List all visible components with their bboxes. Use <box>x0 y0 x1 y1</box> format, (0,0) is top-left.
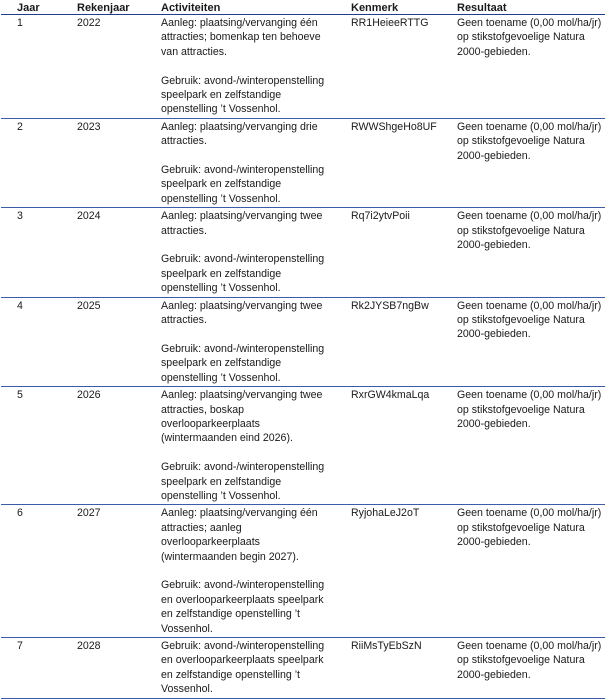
cell-rekenjaar: 2024 <box>63 208 145 297</box>
column-header-activiteiten: Activiteiten <box>145 0 335 15</box>
table-row <box>1 637 605 698</box>
activity-gebruik: Gebruik: avond-/winteropenstelling speelpark en zelfstandige openstelling ’t Vossenhol. <box>161 253 325 295</box>
cell-jaar: 3 <box>1 208 63 297</box>
cell-kenmerk: RyjohaLeJ2oT <box>335 505 441 638</box>
cell-rekenjaar: 2023 <box>63 118 145 207</box>
table-row <box>1 505 605 638</box>
cell-resultaat: Geen toename (0,00 mol/ha/jr) op stikstofgevoelige Natura 2000-gebieden. <box>441 637 605 698</box>
activity-aanleg: Aanleg: plaatsing/vervanging één attracties; bomenkap ten behoeve van attracties. <box>161 17 321 58</box>
cell-kenmerk: Rk2JYSB7ngBw <box>335 297 441 386</box>
cell-activiteiten <box>145 118 335 207</box>
column-header-kenmerk: Kenmerk <box>335 0 441 15</box>
table-body <box>1 15 605 699</box>
cell-resultaat: Geen toename (0,00 mol/ha/jr) op stikstofgevoelige Natura 2000-gebieden. <box>441 505 605 638</box>
activity-gebruik: Gebruik: avond-/winteropenstelling speelpark en zelfstandige openstelling ’t Vossenhol. <box>161 342 325 384</box>
cell-jaar: 1 <box>1 15 63 119</box>
cell-resultaat: Geen toename (0,00 mol/ha/jr) op stikstofgevoelige Natura 2000-gebieden. <box>441 118 605 207</box>
cell-kenmerk: RxrGW4kmaLqa <box>335 387 441 505</box>
cell-kenmerk: RR1HeieeRTTG <box>335 15 441 119</box>
activity-gebruik: Gebruik: avond-/winteropenstelling speelpark en zelfstandige openstelling ’t Vossenhol. <box>161 74 325 116</box>
cell-rekenjaar: 2027 <box>63 505 145 638</box>
cell-rekenjaar: 2028 <box>63 637 145 698</box>
header-row <box>1 0 605 15</box>
cell-jaar: 7 <box>1 637 63 698</box>
cell-activiteiten <box>145 637 335 698</box>
activity-aanleg: Aanleg: plaatsing/vervanging drie attracties. <box>161 120 318 148</box>
cell-jaar: 2 <box>1 118 63 207</box>
activity-gebruik: Gebruik: avond-/winteropenstelling en overlooparkeerplaats speelpark en zelfstandige openstelling ’t Vossenhol. <box>161 639 325 696</box>
table-row <box>1 118 605 207</box>
table-header <box>1 0 605 15</box>
cell-kenmerk: Rq7i2ytvPoii <box>335 208 441 297</box>
column-header-rekenjaar: Rekenjaar <box>63 0 145 15</box>
activity-gebruik: Gebruik: avond-/winteropenstelling speelpark en zelfstandige openstelling ’t Vossenhol. <box>161 164 325 205</box>
activity-gebruik: Gebruik: avond-/winteropenstelling en overlooparkeerplaats speelpark en zelfstandige openstelling ’t Vossenhol. <box>161 579 325 635</box>
activity-aanleg: Aanleg: plaatsing/vervanging twee attracties, boskap overlooparkeerplaats (wintermaanden eind 2026). <box>161 389 323 445</box>
table-row <box>1 387 605 505</box>
table-row <box>1 297 605 386</box>
activity-aanleg: Aanleg: plaatsing/vervanging twee attracties. <box>161 210 323 237</box>
activity-aanleg: Aanleg: plaatsing/vervanging twee attracties. <box>161 299 323 327</box>
cell-kenmerk: RiiMsTyEbSzN <box>335 637 441 698</box>
cell-rekenjaar: 2026 <box>63 387 145 505</box>
cell-resultaat: Geen toename (0,00 mol/ha/jr) op stikstofgevoelige Natura 2000-gebieden. <box>441 208 605 297</box>
cell-activiteiten <box>145 387 335 505</box>
activity-gebruik: Gebruik: avond-/winteropenstelling speelpark en zelfstandige openstelling ’t Vossenhol. <box>161 461 325 502</box>
cell-rekenjaar: 2022 <box>63 15 145 119</box>
table-row <box>1 208 605 297</box>
cell-resultaat: Geen toename (0,00 mol/ha/jr) op stikstofgevoelige Natura 2000-gebieden. <box>441 15 605 119</box>
cell-jaar: 4 <box>1 297 63 386</box>
cell-jaar: 6 <box>1 505 63 638</box>
column-header-resultaat: Resultaat <box>441 0 605 15</box>
cell-activiteiten <box>145 15 335 119</box>
activity-aanleg: Aanleg: plaatsing/vervanging één attracties; aanleg overlooparkeerplaats (wintermaanden begin 2027). <box>161 507 318 563</box>
cell-resultaat: Geen toename (0,00 mol/ha/jr) op stikstofgevoelige Natura 2000-gebieden. <box>441 387 605 505</box>
cell-kenmerk: RWWShgeHo8UF <box>335 118 441 207</box>
cell-activiteiten <box>145 297 335 386</box>
nitrogen-results-table <box>1 0 605 699</box>
column-header-jaar: Jaar <box>1 0 63 15</box>
cell-jaar: 5 <box>1 387 63 505</box>
cell-activiteiten <box>145 505 335 638</box>
cell-activiteiten <box>145 208 335 297</box>
cell-rekenjaar: 2025 <box>63 297 145 386</box>
cell-resultaat: Geen toename (0,00 mol/ha/jr) op stikstofgevoelige Natura 2000-gebieden. <box>441 297 605 386</box>
table-row <box>1 15 605 119</box>
